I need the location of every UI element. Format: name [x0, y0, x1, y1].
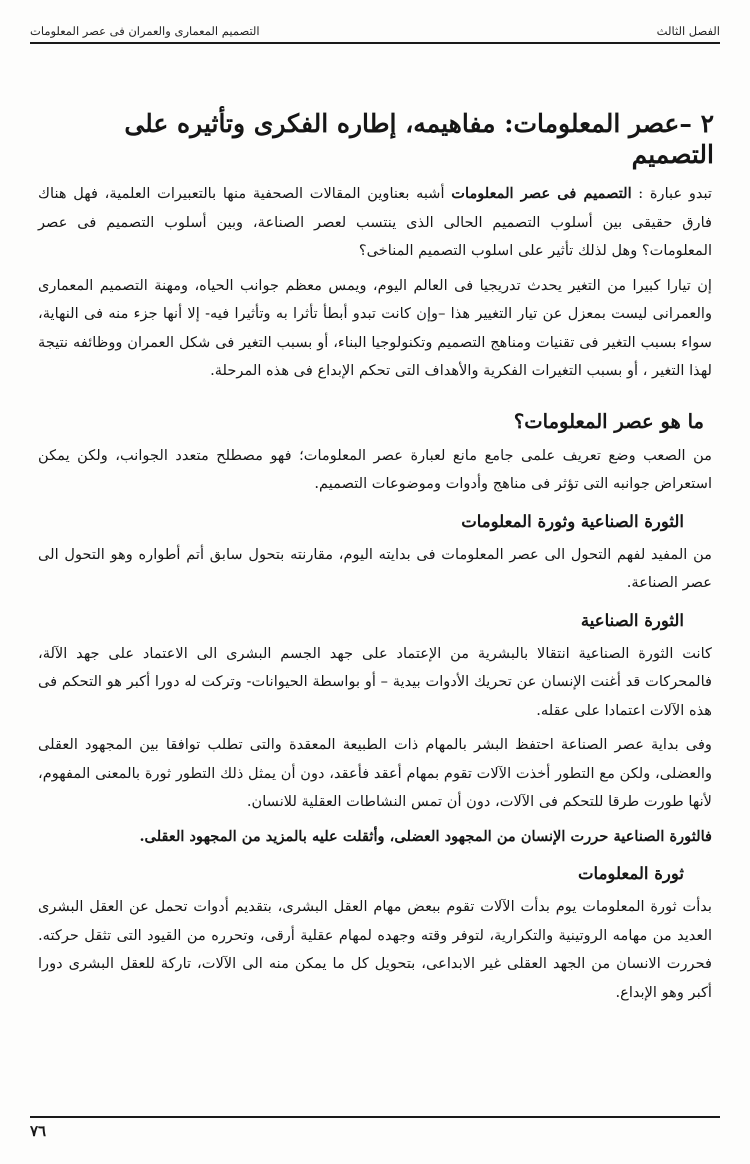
subheading-information: ثورة المعلومات	[578, 864, 684, 883]
running-header	[30, 16, 720, 38]
industrial-paragraph-2: وفى بداية عصر الصناعة احتفظ البشر بالمهام ذات الطبيعة المعقدة والتى تطلب توافقا بين المجهود العقلى والعضلى، ولكن مع التطور أخذت الآلات تقوم بمهام أعقد فأعقد، دون أن يمثل ذلك التطور ثورة بالمعنى المفهوم، لأنها طورت طرقا للتحكم فى الآلات، دون أن تمس النشاطات العقلية للانسان.	[38, 736, 712, 810]
header-rule	[30, 42, 720, 44]
chapter-label: الفصل الثالث	[656, 24, 720, 38]
subheading-industrial: الثورة الصناعية	[580, 610, 684, 630]
page-number: ٧٦	[30, 1122, 47, 1140]
book-title: التصميم المعمارى والعمران فى عصر المعلومات	[30, 24, 260, 38]
information-paragraph: بدأت ثورة المعلومات يوم بدأت الآلات تقوم ببعض مهام العقل البشرى، بتقديم أدوات تحمل عن العقل البشرى العديد من مهامه الروتينية والتكرارية، لتوفر وقته وجهده لمهام عقلية أرقى، وتحرره من القيود التى تثقل حركته. فحررت الانسان من الجهد العقلى غير الابداعى، بتحويل كل ما يمكن منه الى الآلات، تاركة للعقل البشرى دورا أكبر وهو الإبداع.	[38, 898, 712, 1001]
footer-rule	[30, 1116, 720, 1118]
intro-paragraph-2: إن تيارا كبيرا من التغير يحدث تدريجيا فى العالم اليوم، ويمس معظم جوانب الحياه، ومهنة التصميم المعمارى والعمرانى ليست بمعزل عن تيار التغيير هذا –وإن كانت تبدو أبطأ تأثرا به وتأثيرا فيه- إلا أنها جزء منه فى النهاية، سواء بسبب التغير فى تقنيات ومناهج التصميم وتكنولوجيا البناء، أو بسبب التغير فى شكل العمران ووظائفه نتيجة لهذا التغير ، أو بسبب التغيرات الفكرية والأهداف التى تحكم الإبداع فى هذه المرحلة.	[38, 276, 712, 379]
intro-lead: تبدو عبارة :	[631, 185, 712, 202]
intro-paragraph-1	[38, 180, 712, 266]
page-content	[38, 180, 712, 1013]
industrial-paragraph-1: كانت الثورة الصناعية انتقالا بالبشرية من الإعتماد على جهد الجسم البشرى الى الاعتماد على جهد الآلة، فالمحركات قد أغنت الإنسان عن تحريك الأدوات بيدية – أو بواسطة الحيوانات- وتركت له دورا أكبر هو التحكم فى هذه الآلات اعتمادا على عقله.	[38, 644, 712, 719]
revolutions-paragraph: من المفيد لفهم التحول الى عصر المعلومات فى بدايته اليوم، مقارنته بتحول سابق أتم أطواره وهو التحول الى عصر الصناعة.	[38, 545, 712, 591]
section-heading-what-is: ما هو عصر المعلومات؟	[513, 409, 704, 433]
main-heading: ٢ –عصر المعلومات: مفاهيمه، إطاره الفكرى وتأثيره على التصميم	[124, 109, 714, 170]
intro-rest: أشبه بعناوين المقالات الصحفية منها بالتعبيرات العلمية، فهل هناك فارق حقيقى بين أسلوب التصميم الحالى الذى ينتسب لعصر الصناعة، وبين أسلوب التصميم فى عصر المعلومات؟ وهل لذلك تأثير على اسلوب التصميم المناخى؟	[38, 185, 712, 259]
what-is-paragraph: من الصعب وضع تعريف علمى جامع مانع لعبارة عصر المعلومات؛ فهو مصطلح متعدد الجوانب، ولكن يمكن استعراض جوانبه التى تؤثر فى مناهج وأدوات وموضوعات التصميم.	[38, 446, 712, 492]
subheading-revolutions: الثورة الصناعية وثورة المعلومات	[461, 511, 684, 531]
intro-bold-phrase: التصميم فى عصر المعلومات	[451, 185, 632, 202]
industrial-conclusion: فالثورة الصناعية حررت الإنسان من المجهود العضلى، وأثقلت عليه بالمزيد من المجهود العقلى.	[139, 827, 712, 845]
